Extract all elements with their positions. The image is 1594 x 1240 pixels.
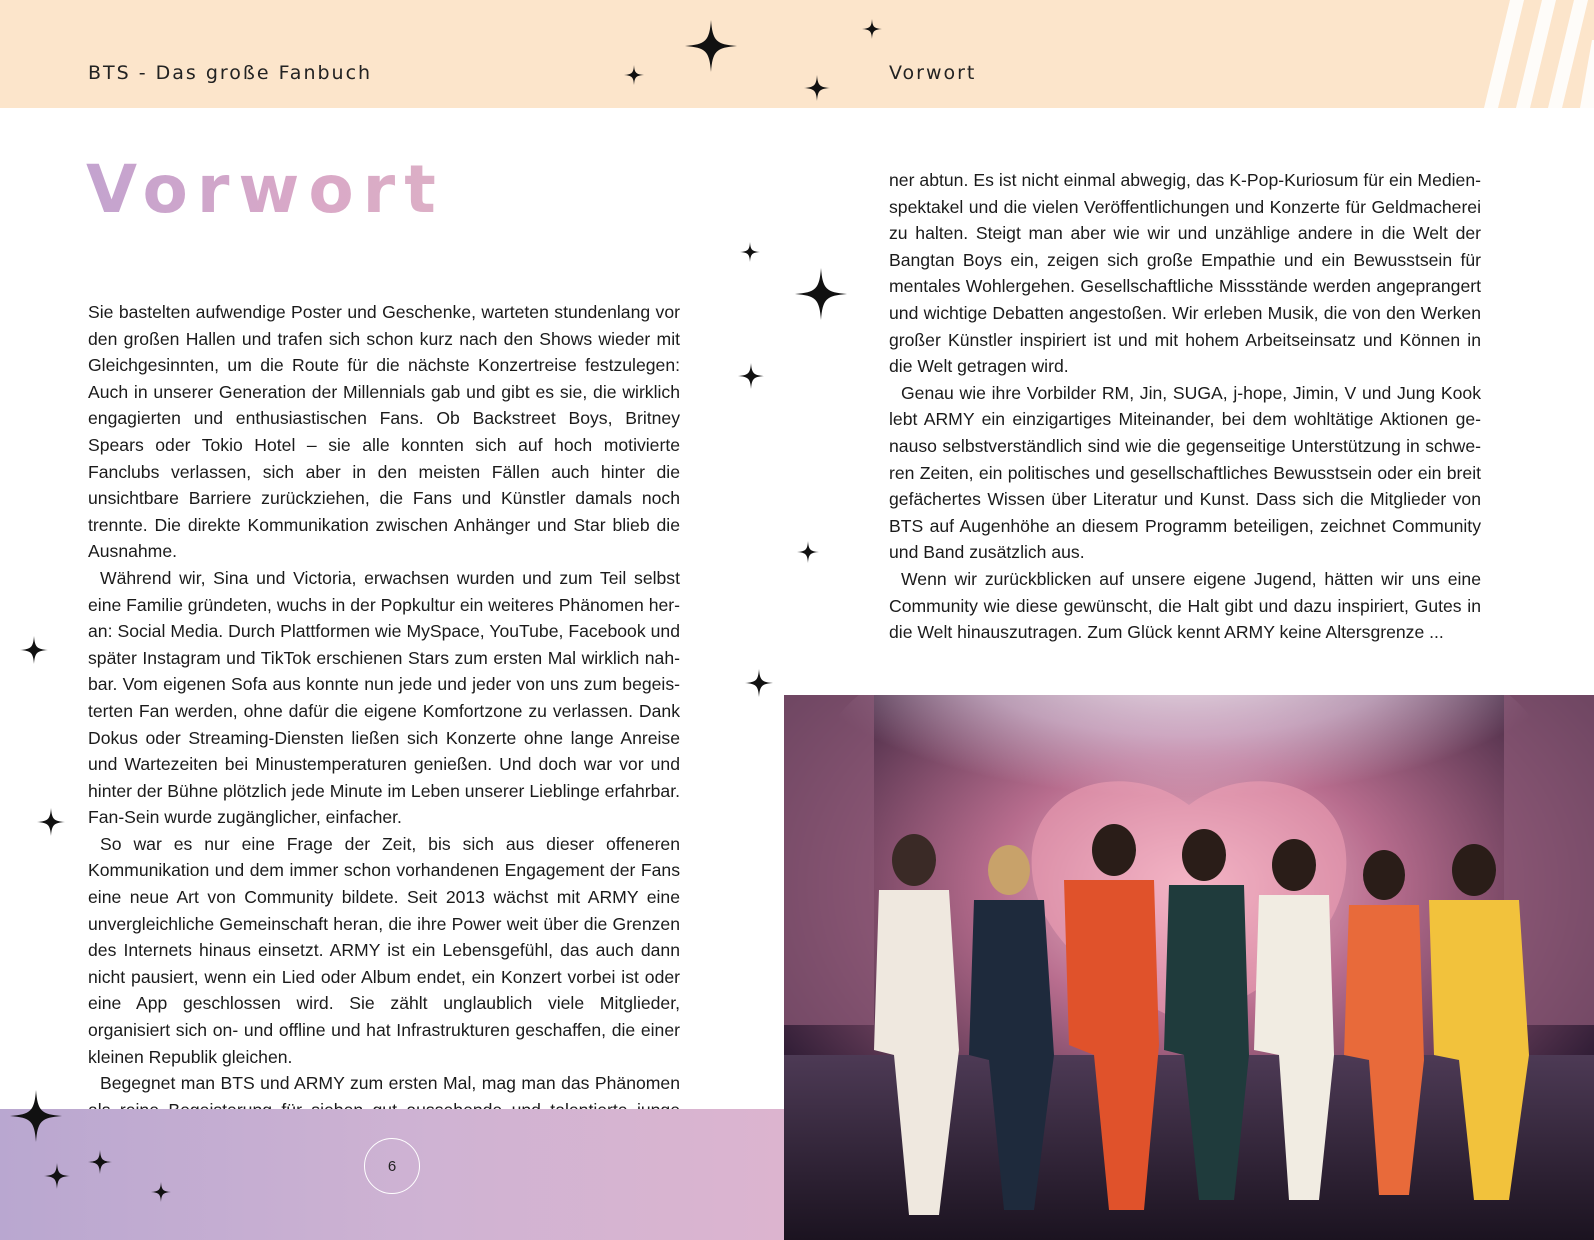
header-stripes-decoration	[1464, 0, 1594, 108]
paragraph: Begegnet man BTS und ARMY zum ersten Mal, mag man das Phänomen	[100, 1073, 680, 1094]
running-head-left: BTS - Das große Fanbuch	[88, 62, 373, 84]
sparkle-icon	[37, 808, 65, 836]
page-number: 6	[364, 1138, 420, 1194]
sparkle-icon	[740, 242, 760, 262]
sparkle-icon	[624, 65, 644, 85]
body-column-right	[889, 167, 1481, 646]
paragraph: Sie bastelten aufwendige Poster und Geschenke, warteten stundenlang vor den großen Hallen und trafen sich schon kurz nach den Shows wieder mit Gleichgesinnten, um die Route für die nächste Konzertreise festzulegen: Auch in unserer Generation der Millennials gab und gibt es sie, die wirklich engagierten und enthusiastischen Fans. Ob Backstreet Boys, Britney Spears oder Tokio Hotel – sie alle konnten sich auf hoch motivierte Fanclubs verlassen, sich aber in den meisten Fällen auch hinter die unsichtbare Barriere zurückziehen, die Fans und Künstler damals noch trennte. Die direkte Kommunikation zwischen Anhänger und Star blieb die Ausnahme.	[88, 302, 680, 562]
paragraph: Wenn wir zurückblicken auf unsere eigene Jugend, hätten wir uns eine Community wie diese gewünscht, die Halt gibt und dazu inspiriert, Gutes in die Welt hinauszutragen. Zum Glück kennt ARMY keine Altersgrenze ...	[889, 568, 1481, 643]
band-group-photo	[784, 695, 1594, 1240]
body-column-left	[88, 299, 680, 1150]
sparkle-icon	[88, 1150, 112, 1174]
sparkle-icon	[745, 669, 773, 697]
sparkle-icon	[797, 541, 819, 563]
paragraph: Genau wie ihre Vorbilder RM, Jin, SUGA, j-hope, Jimin, V und Jung Kook lebt ARMY ein einzigartiges Miteinander, bei dem wohltätige Aktionen genauso selbstverständlich sind wie die gegenseitige Unterstützung in schweren Zeiten, ein politisches und gesellschaftliches Bewusstsein oder ein breit gefächertes Wissen über Literatur und Kunst. Dass sich die Mitglieder von BTS auf Augenhöhe an diesem Programm beteiligen, zeichnet Community und Band zusätzlich aus.	[889, 382, 1481, 563]
paragraph: ner abtun. Es ist nicht einmal abwegig, das K-Pop-Kuriosum für ein Medienspektakel und die vielen Veröffentlichungen und Konzerte für Geldmacherei zu halten. Steigt man aber wie wir und unzählige andere in die Welt der Bangtan Boys ein, zeigen sich große Empathie und ein Bewusstsein für mentales Wohlergehen. Gesellschaftliche Missstände werden angeprangert und wichtige Debatten angestoßen. Wir erleben Musik, die von den Werken großer Künstler inspiriert ist und mit hohem Arbeitseinsatz und Können in die Welt getragen wird.	[889, 170, 1481, 377]
header-band	[0, 0, 1594, 108]
sparkle-icon	[685, 20, 737, 72]
sparkle-icon	[10, 1090, 62, 1142]
sparkle-icon	[20, 636, 48, 664]
chapter-title: Vorwort	[86, 151, 445, 228]
paragraph: So war es nur eine Frage der Zeit, bis sich aus dieser offeneren Kommunikation und dem immer schon vorhandenen Engagement der Fans eine neue Art von Community bildete. Seit 2013 wächst mit ARMY eine unvergleichliche Gemeinschaft heran, die ihre Power weit über die Grenzen des Internets hinaus einsetzt. ARMY ist ein Lebensgefühl, das auch dann nicht pausiert, wenn ein Lied oder Album endet, ein Konzert vorbei ist oder eine App geschlossen wird. Sie zählt unglaublich viele Mitglieder, organisiert sich on- und offline und hat Infrastrukturen geschaffen, die einer kleinen Republik gleichen.	[88, 833, 680, 1067]
sparkle-icon	[151, 1182, 171, 1202]
sparkle-icon	[795, 268, 847, 320]
sparkle-icon	[804, 75, 830, 101]
sparkle-icon	[44, 1163, 70, 1189]
sparkle-icon	[738, 363, 764, 389]
running-head-right: Vorwort	[889, 62, 977, 84]
sparkle-icon	[862, 19, 882, 39]
paragraph: Während wir, Sina und Victoria, erwachsen wurden und zum Teil selbst eine Familie gründeten, wuchs in der Popkultur ein weiteres Phänomen heran: Social Media. Durch Plattformen wie MySpace, YouTube, Facebook und später Instagram und TikTok erschienen Stars zum ersten Mal wirklich nahbar. Vom eigenen Sofa aus konnte nun jede und jeder von uns zum begeisterten Fan werden, ohne dafür die eigene Komfortzone zu verlassen. Dank Dokus oder Streaming-Diensten ließen sich Konzerte ohne lange Anreise und Wartezeiten bei Minustemperaturen genießen. Und doch war vor und hinter der Bühne plötzlich jede Minute im Leben unserer Lieblinge erfahrbar. Fan-Sein wurde zugänglicher, einfacher.	[88, 567, 680, 828]
